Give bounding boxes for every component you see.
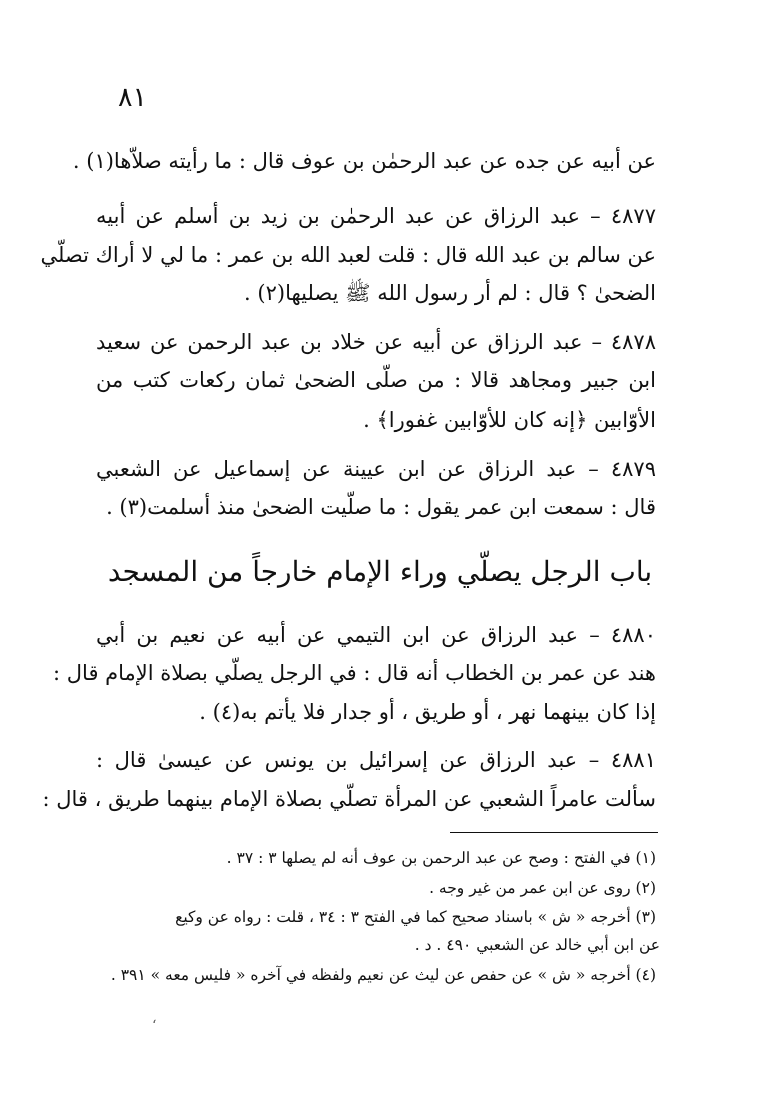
chapter-heading: باب الرجل يصلّي وراء الإمام خارجاً من المسجد	[107, 555, 653, 588]
footnote-4: (٤) أخرجه « ش » عن حفص عن ليث عن نعيم ولفظه في آخره « فليس معه » ٣٩١ .	[110, 966, 656, 984]
hadith-4879-line: ٤٨٧٩ – عبد الرزاق عن ابن عيينة عن إسماعيل عن الشعبي	[96, 457, 656, 481]
text-line: سألت عامراً الشعبي عن المرأة تصلّي بصلاة الإمام بينهما طريق ، قال :	[42, 787, 656, 811]
ink-speck: ʻ	[152, 1018, 157, 1034]
hadith-4880-line: ٤٨٨٠ – عبد الرزاق عن ابن التيمي عن أبيه عن نعيم بن أبي	[96, 623, 656, 647]
hadith-4878-line: ٤٨٧٨ – عبد الرزاق عن أبيه عن خلاد بن عبد الرحمن عن سعيد	[96, 330, 656, 354]
hadith-4881-line: ٤٨٨١ – عبد الرزاق عن إسرائيل بن يونس عن عيسىٰ قال :	[96, 748, 656, 772]
text-line: إذا كان بينهما نهر ، أو طريق ، أو جدار فلا يأتم به(٤) .	[199, 700, 656, 724]
text-line: ابن جبير ومجاهد قالا : من صلّى الضحىٰ ثمان ركعات كتب من	[96, 368, 656, 392]
footnote-separator	[450, 832, 658, 833]
text-line: قال : سمعت ابن عمر يقول : ما صلّيت الضحىٰ منذ أسلمت(٣) .	[106, 495, 656, 519]
text-line: الأوّابين ﴿إنه كان للأوّابين غفورا﴾ .	[363, 408, 656, 432]
hadith-4877-line: ٤٨٧٧ – عبد الرزاق عن عبد الرحمٰن بن زيد بن أسلم عن أبيه	[96, 204, 656, 228]
page-number: ٨١	[118, 82, 148, 113]
footnote-3-continued: عن ابن أبي خالد عن الشعبي ٤٩٠ . د .	[414, 936, 660, 954]
text-line: عن سالم بن عبد الله قال : قلت لعبد الله بن عمر : ما لي لا أراك تصلّي	[40, 243, 656, 267]
text-line: عن أبيه عن جده عن عبد الرحمٰن بن عوف قال : ما رأيته صلاّها(١) .	[72, 149, 656, 173]
text-line: هند عن عمر بن الخطاب أنه قال : في الرجل يصلّي بصلاة الإمام قال :	[53, 661, 656, 685]
footnote-3: (٣) أخرجه « ش » باسناد صحيح كما في الفتح ٣ : ٣٤ ، قلت : رواه عن وكيع	[175, 908, 656, 926]
text-line: الضحىٰ ؟ قال : لم أر رسول الله ﷺ يصليها(٢) .	[244, 281, 656, 305]
footnote-2: (٢) روى عن ابن عمر من غير وجه .	[429, 879, 656, 897]
footnote-1: (١) في الفتح : وصح عن عبد الرحمن بن عوف أنه لم يصلها ٣ : ٣٧ .	[226, 849, 656, 867]
